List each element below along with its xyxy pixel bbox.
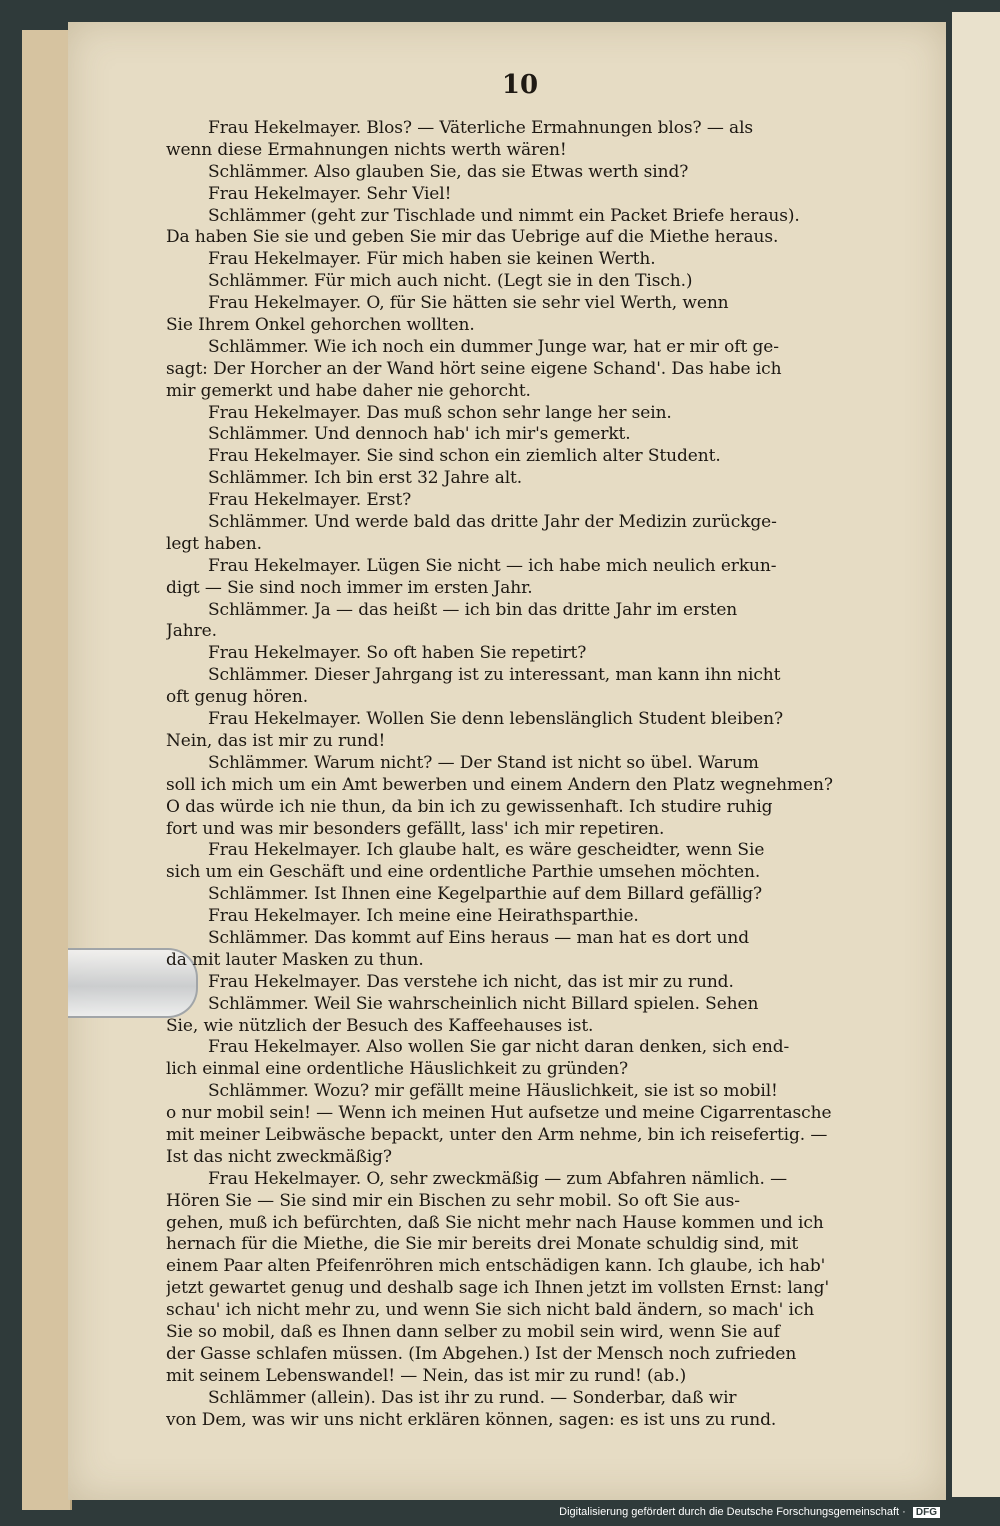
text-line: der Gasse schlafen müssen. (Im Abgehen.) Ist der Mensch noch zufrieden: [166, 1343, 797, 1364]
text-line: Frau Hekelmayer. Erst?: [208, 490, 412, 511]
text-line: Frau Hekelmayer. So oft haben Sie repetirt?: [208, 643, 587, 664]
text-line: Frau Hekelmayer. Sie sind schon ein ziemlich alter Student.: [208, 446, 721, 467]
text-line: Frau Hekelmayer. Blos? — Väterliche Ermahnungen blos? — als: [208, 118, 754, 138]
text-line: Schlämmer (allein). Das ist ihr zu rund. — Sonderbar, daß wir: [208, 1387, 737, 1408]
text-line: Frau Hekelmayer. O, sehr zweckmäßig — zum Abfahren nämlich. —: [208, 1168, 787, 1189]
text-line: einem Paar alten Pfeifenröhren mich entschädigen kann. Ich glaube, ich hab': [166, 1256, 826, 1277]
text-line: Frau Hekelmayer. Ich glaube halt, es wäre gescheidter, wenn Sie: [208, 840, 765, 861]
text-line: mit seinem Lebenswandel! — Nein, das ist mir zu rund! (ab.): [166, 1365, 687, 1386]
text-line: O das würde ich nie thun, da bin ich zu gewissenhaft. Ich studire ruhig: [166, 796, 773, 817]
text-line: hernach für die Miethe, die Sie mir bereits drei Monate schuldig sind, mit: [166, 1234, 799, 1255]
text-line: jetzt gewartet genug und deshalb sage ich Ihnen jetzt im vollsten Ernst: lang': [166, 1278, 830, 1299]
text-line: da mit lauter Masken zu thun.: [166, 949, 424, 970]
book-cover-left: [22, 30, 72, 1510]
footer-credit-text: Digitalisierung gefördert durch die Deutsche Forschungsgemeinschaft ·: [559, 1506, 906, 1518]
text-line: Hören Sie — Sie sind mir ein Bischen zu sehr mobil. So oft Sie aus-: [166, 1190, 740, 1211]
text-line: Nein, das ist mir zu rund!: [166, 730, 386, 751]
next-page-edge: [952, 12, 1000, 1497]
text-line: Frau Hekelmayer. Für mich haben sie keinen Werth.: [208, 249, 656, 270]
text-line: Schlämmer. Ja — das heißt — ich bin das dritte Jahr im ersten: [208, 599, 738, 620]
text-line: Frau Hekelmayer. Sehr Viel!: [208, 183, 452, 204]
text-line: Sie Ihrem Onkel gehorchen wollten.: [166, 315, 475, 336]
text-line: Schlämmer. Für mich auch nicht. (Legt sie in den Tisch.): [208, 271, 693, 292]
text-line: Frau Hekelmayer. Wollen Sie denn lebenslänglich Student bleiben?: [208, 709, 783, 730]
text-line: Frau Hekelmayer. Lügen Sie nicht — ich habe mich neulich erkun-: [208, 555, 777, 576]
text-line: Sie, wie nützlich der Besuch des Kaffeehauses ist.: [166, 1015, 594, 1036]
page-number: 10: [501, 70, 539, 100]
text-line: Frau Hekelmayer. Ich meine eine Heirathsparthie.: [208, 906, 639, 927]
text-line: Schlämmer. Wozu? mir gefällt meine Häuslichkeit, sie ist so mobil!: [208, 1081, 778, 1102]
text-line: Schlämmer. Warum nicht? — Der Stand ist nicht so übel. Warum: [208, 752, 759, 773]
text-line: Schlämmer. Ich bin erst 32 Jahre alt.: [208, 468, 523, 489]
text-line: Schlämmer. Weil Sie wahrscheinlich nicht Billard spielen. Sehen: [208, 993, 759, 1014]
text-line: fort und was mir besonders gefällt, lass' ich mir repetiren.: [166, 818, 665, 839]
page-text: [166, 118, 882, 1431]
text-line: gehen, muß ich befürchten, daß Sie nicht mehr nach Hause kommen und ich: [166, 1212, 824, 1233]
text-line: Sie so mobil, daß es Ihnen dann selber zu mobil sein wird, wenn Sie auf: [166, 1321, 780, 1342]
text-line: Frau Hekelmayer. Das verstehe ich nicht, das ist mir zu rund.: [208, 971, 734, 992]
text-line: Frau Hekelmayer. Das muß schon sehr lange her sein.: [208, 402, 672, 423]
text-line: lich einmal eine ordentliche Häuslichkeit zu gründen?: [166, 1059, 629, 1080]
dfg-logo: DFG: [913, 1507, 940, 1518]
text-line: Schlämmer. Und werde bald das dritte Jahr der Medizin zurückge-: [208, 512, 777, 533]
text-line: Schlämmer. Das kommt auf Eins heraus — man hat es dort und: [208, 927, 749, 948]
text-line: Schlämmer. Also glauben Sie, das sie Etwas werth sind?: [208, 161, 689, 182]
text-line: Schlämmer (geht zur Tischlade und nimmt ein Packet Briefe heraus).: [208, 205, 800, 226]
text-line: sagt: Der Horcher an der Wand hört seine eigene Schand'. Das habe ich: [166, 358, 782, 379]
text-line: sich um ein Geschäft und eine ordentliche Parthie umsehen möchten.: [166, 862, 761, 883]
text-line: Da haben Sie sie und geben Sie mir das Uebrige auf die Miethe heraus.: [166, 227, 779, 248]
text-line: Schlämmer. Wie ich noch ein dummer Junge war, hat er mir oft ge-: [208, 336, 779, 357]
footer-credit: [559, 1506, 940, 1518]
text-line: Schlämmer. Dieser Jahrgang ist zu interessant, man kann ihn nicht: [208, 665, 781, 686]
text-line: Ist das nicht zweckmäßig?: [166, 1146, 392, 1167]
text-line: von Dem, was wir uns nicht erklären können, sagen: es ist uns zu rund.: [166, 1409, 777, 1430]
text-line: Schlämmer. Und dennoch hab' ich mir's gemerkt.: [208, 424, 631, 445]
text-line: o nur mobil sein! — Wenn ich meinen Hut aufsetze und meine Cigarrentasche: [166, 1103, 832, 1124]
text-line: wenn diese Ermahnungen nichts werth wären!: [166, 139, 567, 160]
text-line: oft genug hören.: [166, 687, 309, 708]
text-line: legt haben.: [166, 533, 262, 554]
text-line: mit meiner Leibwäsche bepackt, unter den Arm nehme, bin ich reisefertig. —: [166, 1124, 828, 1145]
text-line: mir gemerkt und habe daher nie gehorcht.: [166, 380, 531, 401]
text-line: soll ich mich um ein Amt bewerben und einem Andern den Platz wegnehmen?: [166, 774, 833, 795]
text-line: Schlämmer. Ist Ihnen eine Kegelparthie auf dem Billard gefällig?: [208, 884, 763, 905]
text-line: Frau Hekelmayer. Also wollen Sie gar nicht daran denken, sich end-: [208, 1037, 790, 1058]
text-line: Frau Hekelmayer. O, für Sie hätten sie sehr viel Werth, wenn: [208, 293, 729, 314]
text-line: Jahre.: [166, 621, 217, 642]
text-line: digt — Sie sind noch immer im ersten Jahr.: [166, 577, 533, 598]
text-line: schau' ich nicht mehr zu, und wenn Sie sich nicht bald ändern, so mach' ich: [166, 1300, 815, 1321]
